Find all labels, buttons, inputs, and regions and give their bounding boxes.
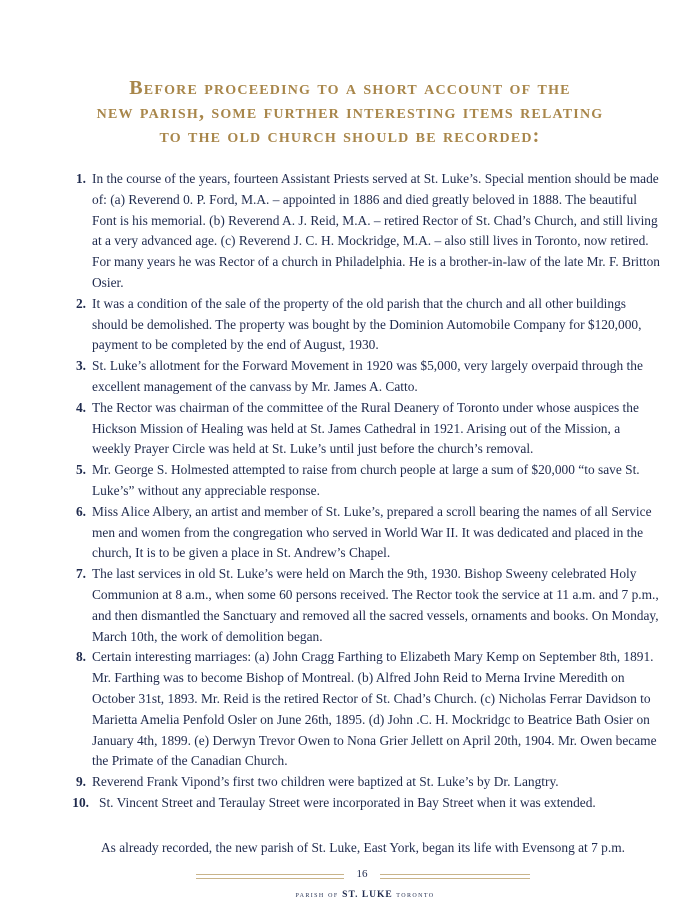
item-number: 4. <box>75 399 86 415</box>
list-item-6 <box>64 502 660 564</box>
section-heading <box>40 76 660 148</box>
footer-parish-prefix: parish of <box>295 889 339 899</box>
list-item-1 <box>64 169 660 294</box>
running-footer <box>200 889 530 900</box>
footer-rule-right <box>380 874 530 879</box>
item-text: It was a condition of the sale of the property of the old parish that the church and all other buildings should be demolished. The property was bought by the Dominion Automobile Company for $120,000, payment to be completed by the end of August, 1930. <box>92 295 642 353</box>
list-item-7 <box>64 564 660 647</box>
item-text: Reverend Frank Vipond’s first two children were baptized at St. Luke’s by Dr. Langtry. <box>92 774 559 790</box>
item-number: 3. <box>75 358 86 374</box>
item-number: 9. <box>75 774 86 790</box>
item-number: 6. <box>75 503 86 519</box>
heading-line-1: Before proceeding to a short account of the <box>129 77 571 99</box>
list-item-2 <box>64 294 660 356</box>
list-item-3 <box>64 356 660 398</box>
list-item-9 <box>64 772 660 793</box>
heading-line-2: new parish, some further interesting items relating <box>96 101 604 123</box>
item-number: 5. <box>75 462 86 478</box>
item-text: St. Vincent Street and Teraulay Street were incorporated in Bay Street when it was extended. <box>99 794 596 810</box>
item-text: In the course of the years, fourteen Assistant Priests served at St. Luke’s. Special mention should be made of: (a) Reverend 0. P. Ford, M.A. – appointed in 1886 and died greatly beloved in 1888. The beautiful Font is his memorial. (b) Reverend A. J. Reid, M.A. – retired Rector of St. Chad’s Church, and still living at a very advanced age. (c) Reverend J. C. H. Mockridge, M.A. – also still lives in Toronto, now retired. For many years he was Rector of a church in Philadelphia. He is a brother-in-law of the late Mr. F. Britton Osier. <box>92 171 660 290</box>
item-number: 1. <box>75 171 86 186</box>
footer-rule-left <box>196 874 344 879</box>
heading-line-3: to the old church should be recorded: <box>159 125 541 147</box>
item-text: Miss Alice Albery, an artist and member of St. Luke’s, prepared a scroll bearing the names of all Service men and women from the congregation who served in World War II. It was dedicated and placed in the church, It is to be given a place in St. Andrew’s Chapel. <box>92 503 652 561</box>
item-text: Certain interesting marriages: (a) John Cragg Farthing to Elizabeth Mary Kemp on September 8th, 1891. Mr. Farthing was to become Bishop of Montreal. (b) Alfred John Reid to Merna Irvine Meredith on October 31st, 1893. Mr. Reid is the retired Rector of St. Chad’s Church. (c) Nicholas Ferrar Davidson to Marietta Amelia Penfold Osler on June 26th, 1895. (d) John .C. H. Mockridgc to Beatrice Bath Osier on January 4th, 1899. (e) Derwyn Trevor Owen to Nona Grier Jellett on April 20th, 1904. Mr. Owen became the Primate of the Canadian Church. <box>92 649 657 769</box>
item-text: Mr. George S. Holmested attempted to raise from church people at large a sum of $20,000 “to save St. Luke’s” without any appreciable response. <box>92 462 640 498</box>
item-number: 2. <box>75 295 86 311</box>
item-number: 7. <box>75 566 86 582</box>
list-item-5 <box>64 460 660 502</box>
footer-parish-suffix: toronto <box>396 889 435 899</box>
list-item-10 <box>64 793 660 814</box>
numbered-item-list <box>64 169 660 814</box>
closing-paragraph: As already recorded, the new parish of St. Luke, East York, began its life with Evensong at 7 p.m. <box>101 840 625 855</box>
item-text: The Rector was chairman of the committee of the Rural Deanery of Toronto under whose auspices the Hickson Mission of Healing was held at St. James Cathedral in 1921. Arising out of the Mission, a weekly Prayer Circle was held at St. Luke’s until just before the church’s removal. <box>92 399 639 457</box>
item-number: 10. <box>72 794 89 810</box>
item-text: St. Luke’s allotment for the Forward Movement in 1920 was $5,000, very largely overpaid through the excellent management of the canvass by Mr. James A. Catto. <box>92 358 643 394</box>
list-item-8 <box>64 647 660 772</box>
item-text: The last services in old St. Luke’s were held on March the 9th, 1930. Bishop Sweeny celebrated Holy Communion at 8 a.m., when some 60 persons received. The Rector took the service at 11 a.m. and 7 p.m., and then dismantled the Sanctuary and removed all the sacred vessels, ornaments and books. On Monday, March 10th, the work of demolition began. <box>92 566 659 644</box>
footer-parish-name: ST. LUKE <box>342 890 393 900</box>
page-number: 16 <box>356 868 368 880</box>
item-number: 8. <box>75 649 86 665</box>
list-item-4 <box>64 398 660 460</box>
